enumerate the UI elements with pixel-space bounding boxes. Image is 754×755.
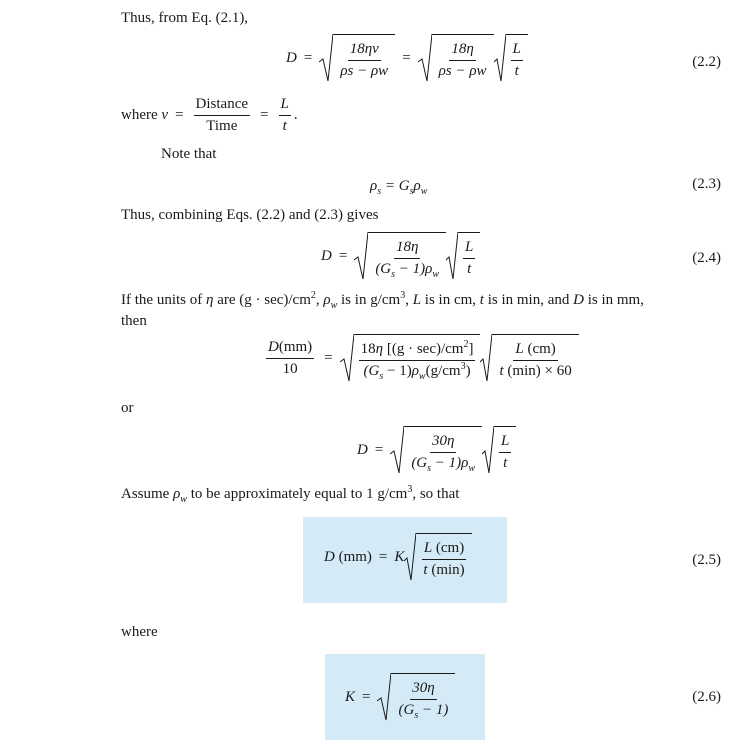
text-note-that: Note that <box>161 146 217 162</box>
equation-2-6: K = $\frac{30\eta}{(G_s - 1)}$ <box>345 673 455 721</box>
text-assume: Assume $\rho_w$ to be approximately equal to 1 $g/cm^3$, so that <box>121 484 460 505</box>
equation-number-2-2: (2.2) <box>692 54 721 70</box>
sqrt-term3: $\frac{L}{t}$ <box>494 34 528 82</box>
equation-number-2-3: (2.3) <box>692 176 721 192</box>
equation-2-2: D = $\frac{18\eta v}{\rho s - \rho w}$ = $\frac{18\eta}{\rho s - \rho w}$ $\frac{L}{t}$ <box>286 34 528 82</box>
text-thus-from-eq: Thus, from Eq. (2.1), <box>121 10 249 26</box>
equation-or: D = $\frac{30\eta}{(G_s - 1)\rho_w}$ $\frac{L}{t}$ <box>357 426 516 474</box>
text-where: where <box>121 624 158 640</box>
text-then: then <box>121 313 147 329</box>
text-units: If the units of η are $(g \cdot \sec)/cm^2$, $\rho_w$ is in $g/cm^3$, L is in cm, t is in min, and D is in mm, <box>121 290 644 311</box>
sqrt-term1: $\frac{18\eta v}{\rho s - \rho w}$ <box>319 34 395 82</box>
equation-2-4: D = $\frac{18\eta}{(G_s - 1)\rho_w}$ $\frac{L}{t}$ <box>321 232 480 280</box>
equation-2-5: D (mm) = K $\frac{L (cm)}{t (\min)}$ <box>324 533 472 581</box>
equation-2-3: $\rho_s = G_s\rho_w$ <box>370 178 428 197</box>
v-definition: where v = $\frac{\text{Distance}}{\text{Time}}$ = $\frac{L}{t}$ . <box>121 96 298 134</box>
units-equation: $\frac{D(mm)}{10}$ = $\frac{18\eta [(g \cdot \sec)/cm^2]}{(G_s - 1)\rho_w(g/cm^3)}$ $\frac{L (cm)}{t (\min) \times 60}$ <box>263 334 579 382</box>
equation-number-2-4: (2.4) <box>692 250 721 266</box>
eq-lhs: D <box>286 49 297 66</box>
text-combining: Thus, combining Eqs. (2.2) and (2.3) gives <box>121 207 379 223</box>
equation-number-2-5: (2.5) <box>692 552 721 568</box>
sqrt-term2: $\frac{18\eta}{\rho s - \rho w}$ <box>418 34 494 82</box>
equation-number-2-6: (2.6) <box>692 689 721 705</box>
text-or: or <box>121 400 134 416</box>
